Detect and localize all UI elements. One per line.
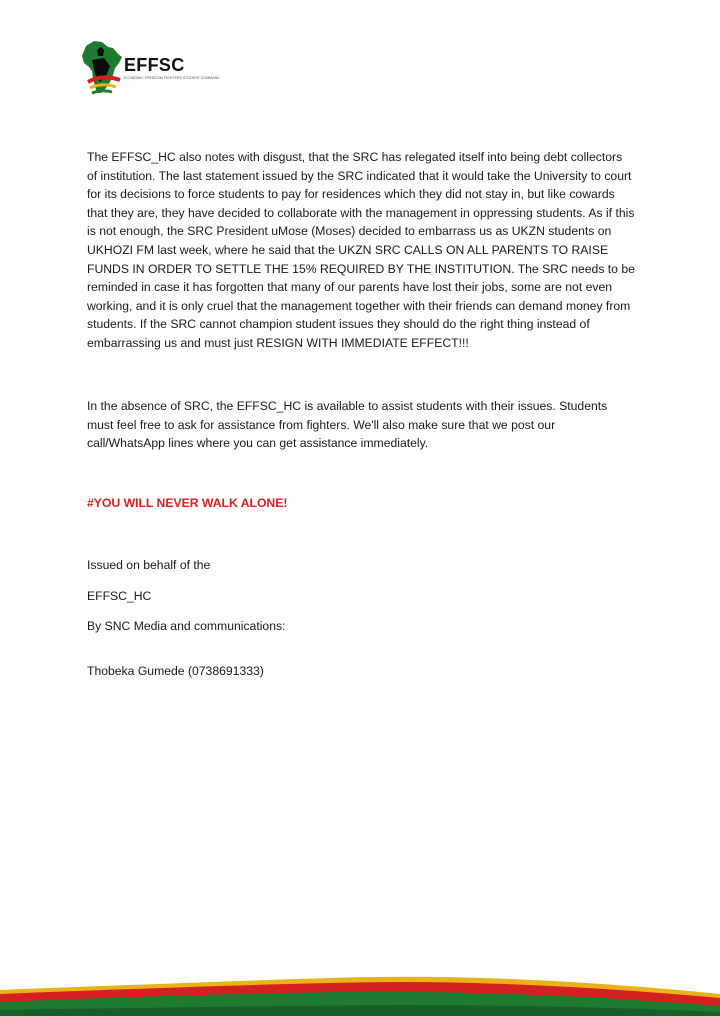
- hashtag-slogan: #YOU WILL NEVER WALK ALONE!: [87, 496, 288, 510]
- issued-line: Issued on behalf of the: [87, 558, 211, 572]
- logo-subtext: ECONOMIC FREEDOM FIGHTERS STUDENT COMMAND: [124, 76, 220, 80]
- africa-map-icon: [80, 38, 124, 100]
- paragraph-1: The EFFSC_HC also notes with disgust, that the SRC has relegated itself into being debt collectors of institution. The last statement issued by the SRC indicated that it would take the University to court for its decisions to force students to pay for residences which they did not stay in, but like cowards that they are, they have decided to collaborate with the management in oppressing students. As if this is not enough, the SRC President uMose (Moses) decided to embarrass us as UKZN students on UKHOZI FM last week, where he said that the UKZN SRC CALLS ON ALL PARENTS TO RAISE FUNDS IN ORDER TO SETTLE THE 15% REQUIRED BY THE INSTITUTION. The SRC needs to be reminded in case it has forgotten that many of our parents have lost their jobs, some are not even working, and it is only cruel that the management together with their friends can demand money from students. If the SRC cannot champion student issues they should do the right thing instead of embarrassing us and must just RESIGN WITH IMMEDIATE EFFECT!!!: [87, 150, 635, 350]
- contact-line: Thobeka Gumede (0738691333): [87, 664, 264, 678]
- logo-text: EFFSC: [124, 55, 185, 75]
- by-line: By SNC Media and communications:: [87, 619, 286, 633]
- paragraph-2: In the absence of SRC, the EFFSC_HC is available to assist students with their issues. Students must feel free to ask for assistance from fighters. We'll also make sure that we post our call/WhatsApp lines where you can get assistance immediately.: [87, 399, 608, 451]
- effsc-logo: [80, 38, 220, 100]
- org-line: EFFSC_HC: [87, 589, 152, 603]
- footer-stripe-decoration: [0, 960, 720, 1016]
